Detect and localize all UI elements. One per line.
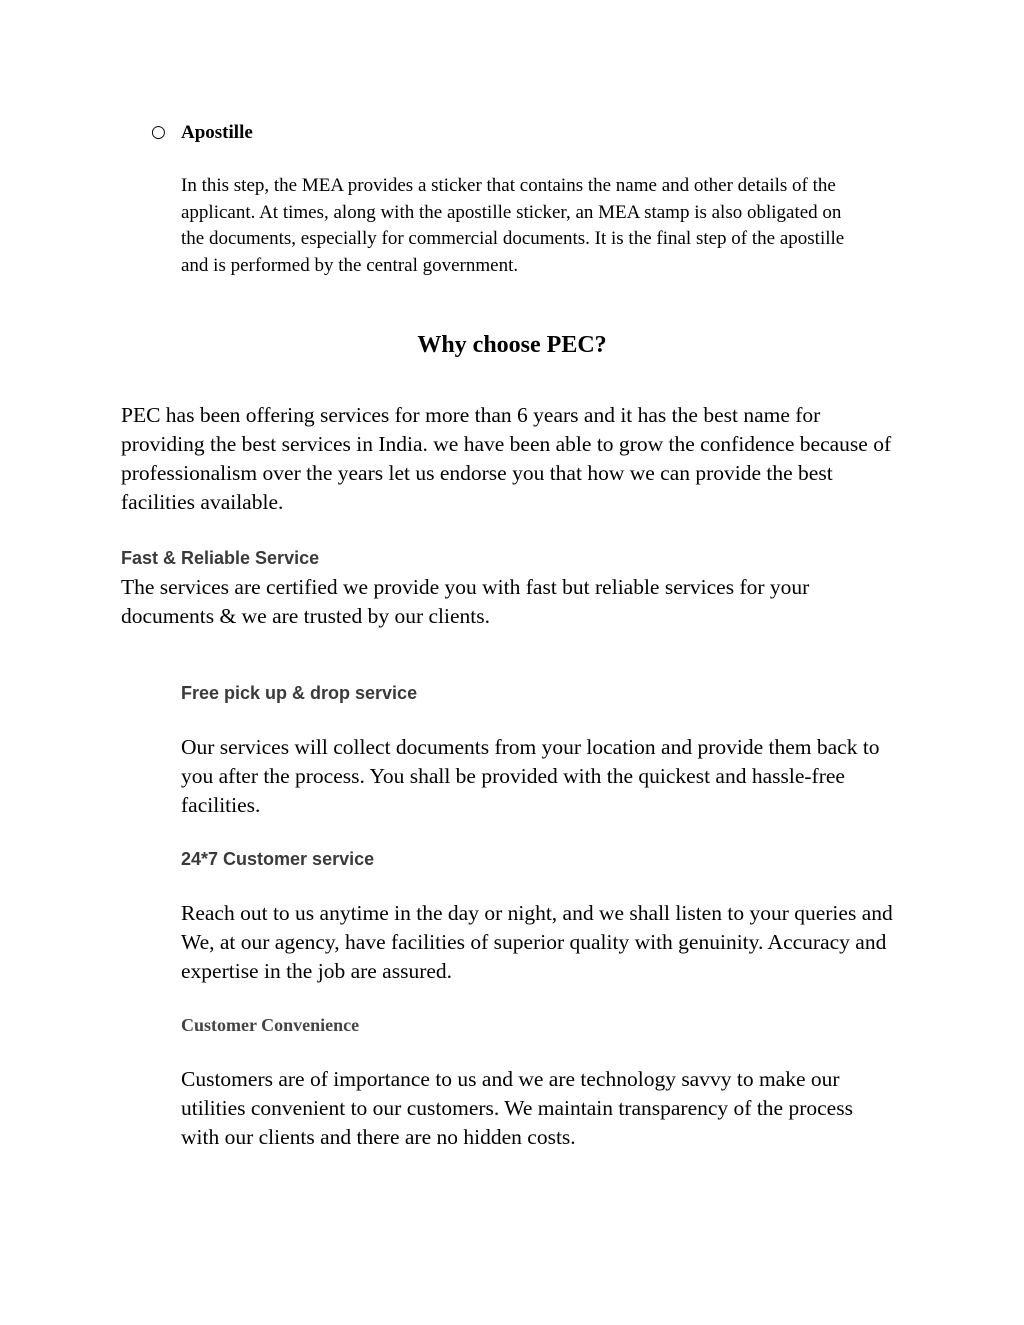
paragraph-line: PEC has been offering services for more than 6 years and it has the best name for [121, 403, 821, 427]
convenience-paragraph [181, 1065, 881, 1152]
paragraph-line: Reach out to us anytime in the day or night, and we shall listen to your queries and [181, 901, 893, 925]
paragraph-line: In this step, the MEA provides a sticker that contains the name and other details of the [181, 175, 836, 196]
paragraph-line: with our clients and there are no hidden costs. [181, 1125, 576, 1149]
paragraph-line: professionalism over the years let us endorse you that how we can provide the best [121, 461, 833, 485]
fast-service-paragraph [121, 573, 911, 631]
paragraph-line: facilities available. [121, 490, 284, 514]
paragraph-line: the documents, especially for commercial documents. It is the final step of the apostille [181, 228, 845, 250]
pickup-service-paragraph [181, 733, 921, 820]
paragraph-line: We, at our agency, have facilities of superior quality with genuinity. Accuracy and [181, 930, 887, 954]
paragraph-line: applicant. At times, along with the apostille sticker, an MEA stamp is also obligated on [181, 201, 842, 223]
convenience-heading: Customer Convenience [181, 1015, 360, 1035]
intro-paragraph [121, 401, 921, 517]
list-bullet: ○ [151, 122, 166, 142]
paragraph-line: Customers are of importance to us and we are technology savvy to make our [181, 1067, 840, 1091]
paragraph-line: and is performed by the central government. [181, 254, 519, 276]
paragraph-line: utilities convenient to our customers. We maintain transparency of the process [181, 1096, 853, 1120]
pickup-service-heading: Free pick up & drop service [181, 683, 418, 703]
fast-service-heading: Fast & Reliable Service [121, 548, 320, 568]
paragraph-line: you after the process. You shall be provided with the quickest and hassle-free [181, 764, 845, 788]
paragraph-line: providing the best services in India. we have been able to grow the confidence because of [121, 432, 892, 456]
paragraph-line: The services are certified we provide you with fast but reliable services for your [121, 575, 810, 599]
customer-service-heading: 24*7 Customer service [181, 849, 375, 869]
apostille-title: Apostille [181, 122, 253, 143]
customer-service-paragraph [181, 899, 921, 986]
why-choose-heading: Why choose PEC? [417, 332, 607, 358]
apostille-paragraph [181, 173, 911, 279]
paragraph-line: Our services will collect documents from your location and provide them back to [181, 735, 880, 759]
paragraph-line: expertise in the job are assured. [181, 959, 453, 983]
paragraph-line: facilities. [181, 793, 261, 817]
paragraph-line: documents & we are trusted by our clients. [121, 604, 490, 628]
